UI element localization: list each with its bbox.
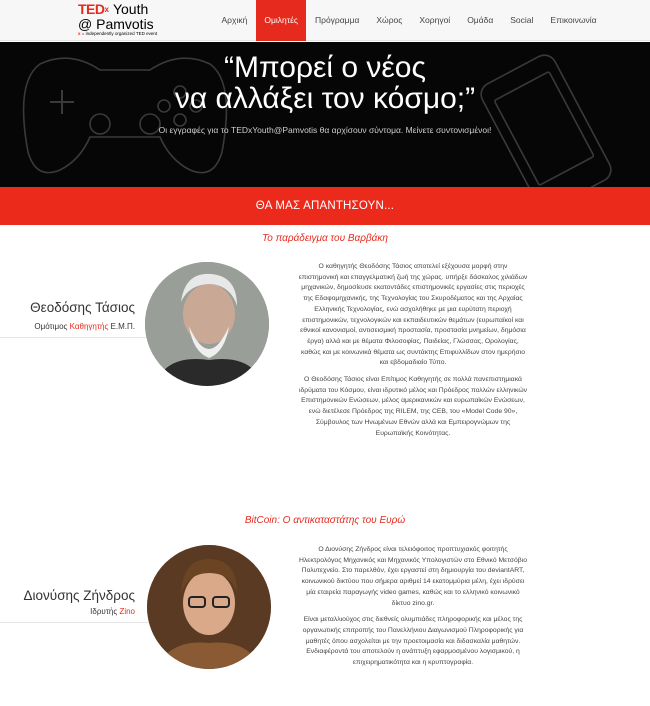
site-header [0,0,650,41]
nav-home[interactable]: Αρχική [221,15,248,25]
nav-social[interactable]: Social [510,15,534,25]
speaker-role-highlight: Καθηγητής [69,322,109,331]
logo-youth: Youth [112,1,149,17]
hero-subtitle: Οι εγγραφές για το TEDxYouth@Pamvotis θα αρχίσουν σύντομα. Μείνετε συντονισμένοι! [158,125,492,135]
tedx-youth-pamvotis-logo[interactable] [78,2,198,39]
speaker-name: Διονύσης Ζήνδρος [23,588,135,603]
hero-title-line1: “Μπορεί ο νέος [224,51,426,84]
speakers-banner: ΘΑ ΜΑΣ ΑΠΑΝΤΗΣΟΥΝ... [0,187,650,225]
divider [0,622,160,623]
speaker-role: Ιδρυτής Zino [90,607,135,616]
speaker-bio [298,545,528,675]
main-nav [213,0,605,41]
portrait-placeholder-icon [145,262,269,386]
nav-venue[interactable]: Χώρος [376,15,403,25]
hero-title-line2: να αλλάξει τον κόσμο;” [174,82,476,115]
logo-ted: TED [78,1,105,17]
talk-title: Το παράδειγμα του Βαρβάκη [262,233,388,244]
nav-team[interactable]: Ομάδα [467,15,494,25]
nav-sponsors[interactable]: Χορηγοί [419,15,451,25]
speaker-bio-paragraph: Ο καθηγητής Θεοδόσης Τάσιος αποτελεί εξέχουσα μορφή στην επιστημονική και επαγγελματική ζωή της χώρας. υπήρξε δάσκαλος χιλιάδων μηχανικών, δημοσίευσε εκατοντάδες επιστημονικές εργασίες στις περιοχές της Εδαφομηχανικής, της Τεχνολογίας του Σκυροδέματος και της Αρχαίας Ελληνικής Τεχνολογίας, ενώ ασχολήθηκε με μια ευρύτατη περιοχή επιστημονικών, τεχνολογικών και εκπαιδευτικών θεμάτων (ευρωπαϊκοί και εθνικοί κανονισμοί, αντισεισμική προστασία, προστασία μνημείων, δημόσια έργα) αλλά και με θέματα Φιλοσοφίας, Παιδείας, Γλώσσας, Ορολογίας, καθώς και με κοινωνικά θέματα ως συντάκτης Επιφυλλίδων στον ημερήσιο και εβδομαδιαίο Τύπο. [298,263,528,367]
speaker-portrait [147,545,271,669]
logo-pamvotis: @ Pamvotis [78,16,154,32]
portrait-placeholder-icon [147,545,271,669]
speaker-bio-paragraph: Ο Θεοδόσης Τάσιος είναι Επίτιμος Καθηγητής σε πολλά πανεπιστημιακά ιδρύματα του Κόσμου, είναι ιδρυτικό μέλος και Πρόεδρος πολλών ελληνικών Επιστημονικών Ενώσεων, μέλος αμερικανικών και ευρωπαϊκών Ενώσεων, ενώ διετέλεσε Πρόεδρος της RILEM, της CEB, του «Model Code 90», Σύμβουλος των Ηνωμένων Εθνών αλλά και Εμπειρογνώμων της Ευρωπαϊκής Κοινότητας. [298,376,528,437]
hero-title [0,52,650,114]
speaker-name: Θεοδόσης Τάσιος [30,300,135,315]
speaker-bio [298,262,528,445]
nav-program[interactable]: Πρόγραμμα [314,15,360,25]
logo-tagline: x = independently organized TED event [78,31,158,36]
speaker-role: Ομότιμος Καθηγητής Ε.Μ.Π. [34,322,135,331]
nav-speakers[interactable]: Ομιλητές [256,0,307,41]
talk-title: BitCoin: Ο αντικαταστάτης του Ευρώ [244,515,406,526]
speaker-bio-paragraph: Ο Διονύσης Ζήνδρος είναι τελειόφοιτος προπτυχιακός φοιτητής Ηλεκτρολόγος Μηχανικός και Μηχανικός Υπολογιστών στο Εθνικό Μετσόβιο Πολυτεχνείο. Στο παρελθόν, έχει εργαστεί στη δημιουργία του deviantART, κοινωνικού δικτύου που σήμερα αριθμεί 14 εκατομμύρια μέλη, έχει ιδρύσει μία εταιρεία παραγωγής video games, καθώς και το ελληνικό κοινωνικό δίκτυο zino.gr. [299,546,527,607]
divider [0,337,160,338]
speaker-role-highlight: Zino [119,607,135,616]
hero-banner [0,42,650,187]
speaker-bio-paragraph: Είναι μεταλλιούχος στις διεθνείς ολυμπιάδες πληροφορικής και μέλος της οργανωτικής επιτροπής του Πανελλήνιου Διαγωνισμού Πληροφορικής για μαθητές όπου ασχολείται με την προετοιμασία και διδασκαλία μαθητών. Ενδιαφέροντά του αποτελούν η ανάπτυξη εφαρμοσμένου λογισμικού, η επιχειρηματικότητα και η κρυπτογραφία. [302,616,524,667]
speaker-portrait [145,262,269,386]
nav-contact[interactable]: Επικοινωνία [550,15,597,25]
logo-x: x [104,5,109,14]
